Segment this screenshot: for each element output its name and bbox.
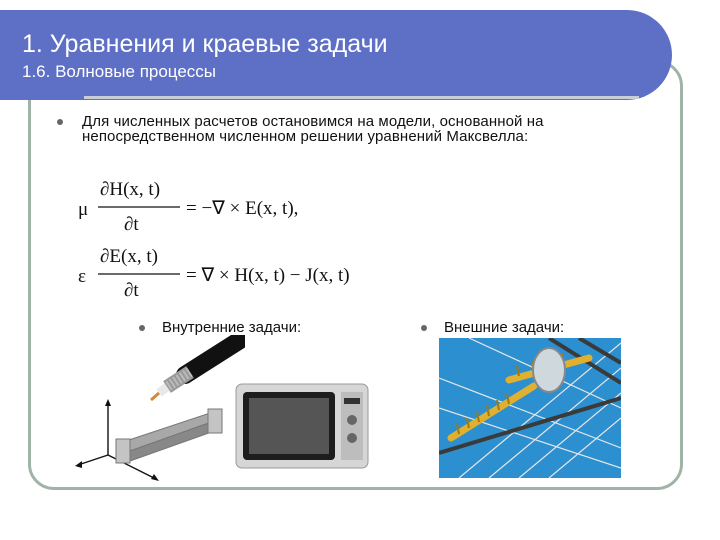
- eq2-numerator: ∂E(x, t): [100, 246, 158, 267]
- waveguide-image: [70, 395, 230, 485]
- microwave-oven-image: [233, 380, 373, 472]
- external-problems-label: Внешние задачи:: [444, 319, 565, 336]
- eq2-right-side: = ∇ × H(x, t) − J(x, t): [186, 265, 350, 286]
- bullet-icon: [421, 325, 427, 331]
- slide-title: 1. Уравнения и краевые задачи: [22, 30, 388, 58]
- antenna-array-image: [439, 338, 621, 478]
- maxwell-equations: [70, 170, 410, 300]
- eq2-denominator: ∂t: [124, 280, 139, 300]
- title-underline: [84, 96, 639, 99]
- eq2-coefficient: ε: [78, 266, 86, 287]
- slide-subtitle: 1.6. Волновые процессы: [22, 62, 217, 81]
- internal-problems-label: Внутренние задачи:: [162, 319, 302, 336]
- eq1-coefficient: μ: [78, 199, 89, 220]
- eq1-denominator: ∂t: [124, 214, 139, 235]
- eq1-numerator: ∂H(x, t): [100, 179, 161, 200]
- body-paragraph: Для численных расчетов остановимся на модели, основанной на непосредственном численном решении уравнений Максвелла:: [82, 113, 544, 145]
- bullet-icon: [57, 119, 63, 125]
- bullet-icon: [139, 325, 145, 331]
- eq1-right-side: = −∇ × E(x, t),: [186, 198, 299, 219]
